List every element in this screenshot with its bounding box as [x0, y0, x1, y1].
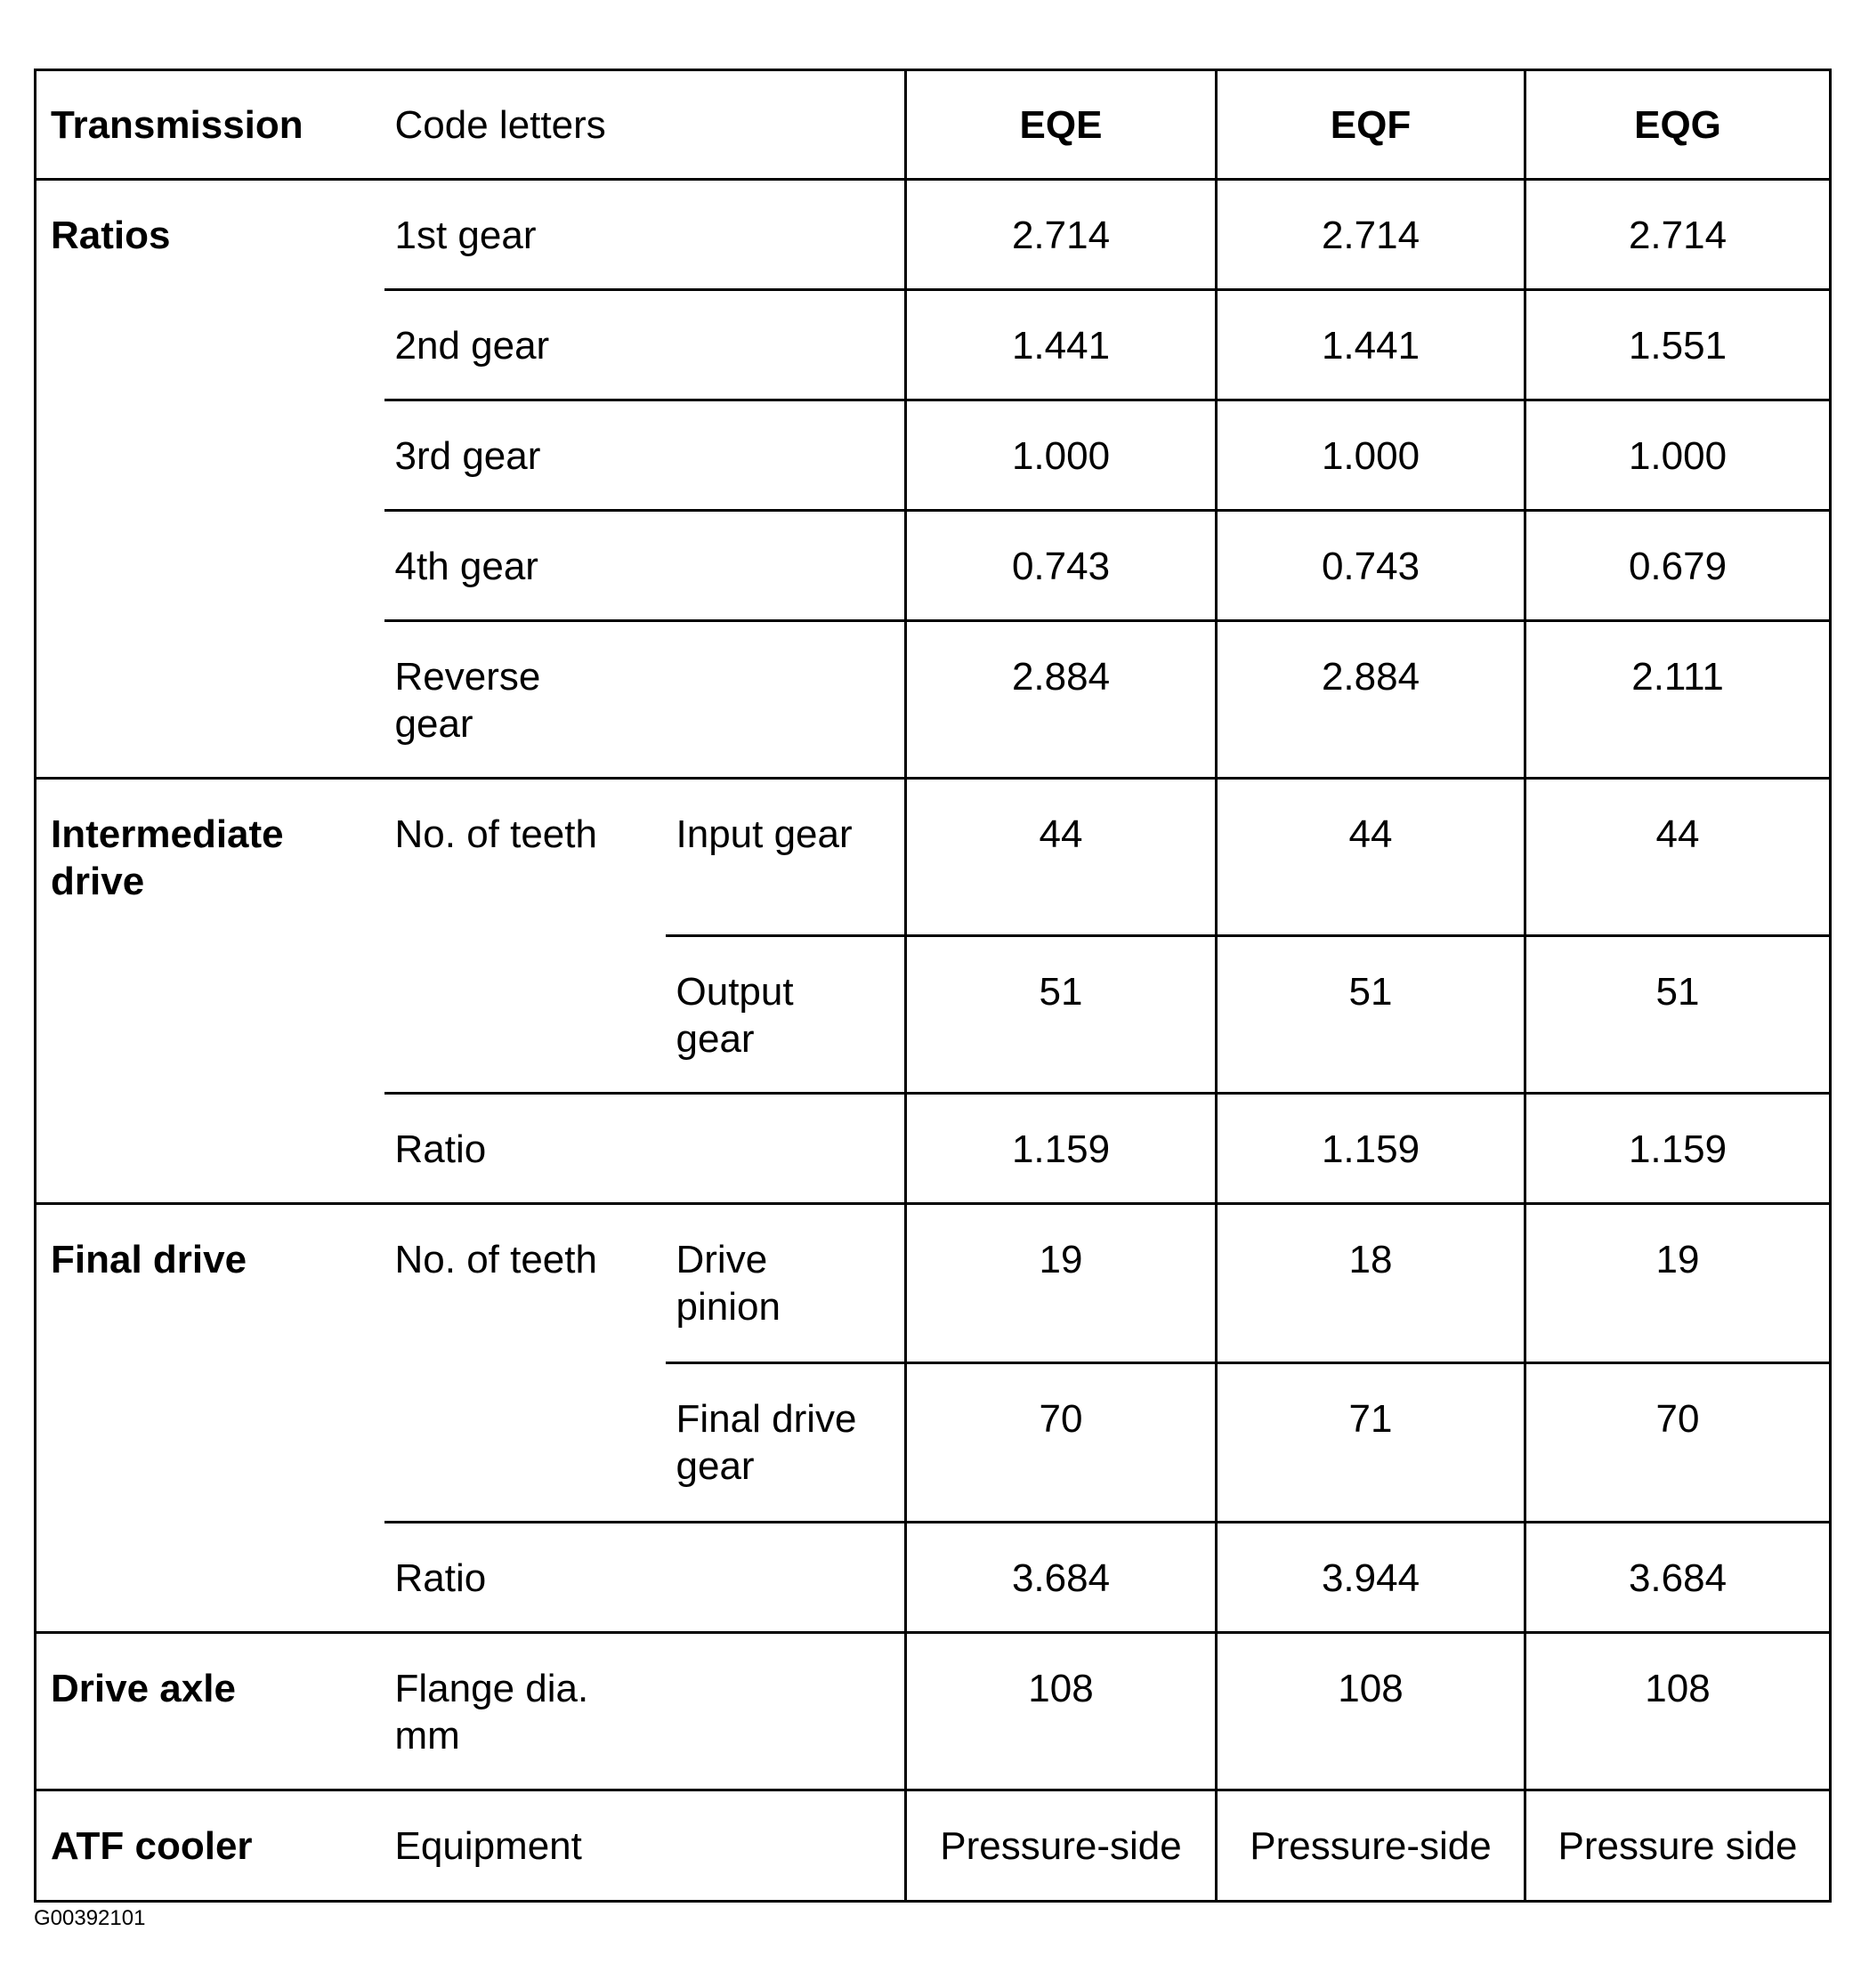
figure-id: G00392101	[34, 1906, 146, 1930]
cell-eqf: 44	[1217, 779, 1525, 936]
cell-eqe: 0.743	[906, 511, 1217, 621]
table-row	[36, 180, 1831, 290]
cell-eqe: 108	[906, 1633, 1217, 1790]
cell-eqg: 2.714	[1525, 180, 1831, 290]
row-label: Final drive gear	[676, 1397, 857, 1488]
row-label: Reverse gear	[394, 655, 541, 746]
cell-eqe: 44	[906, 779, 1217, 936]
cell-eqg: 51	[1525, 936, 1831, 1094]
cell-eqf: 1.000	[1217, 400, 1525, 511]
row-label-cell	[666, 1363, 906, 1523]
row-label: 2nd gear	[384, 290, 906, 400]
cell-eqg: 2.111	[1525, 621, 1831, 779]
cell-eqe: 2.884	[906, 621, 1217, 779]
intermediate-group-cell	[36, 779, 384, 1204]
cell-eqg: 108	[1525, 1633, 1831, 1790]
cell-eqg: 70	[1525, 1363, 1831, 1523]
table-row	[36, 1204, 1831, 1363]
cell-eqe: 2.714	[906, 180, 1217, 290]
transmission-header: Transmission	[36, 70, 384, 180]
cell-eqe: Pressure-side	[906, 1790, 1217, 1902]
cell-eqf: 3.944	[1217, 1523, 1525, 1633]
cell-eqe: 1.000	[906, 400, 1217, 511]
cell-eqg: 1.159	[1525, 1094, 1831, 1204]
cell-eqe: 1.441	[906, 290, 1217, 400]
cell-eqf: Pressure-side	[1217, 1790, 1525, 1902]
row-label: Flange dia. mm	[394, 1667, 589, 1758]
code-eqe-header: EQE	[906, 70, 1217, 180]
cell-eqe: 19	[906, 1204, 1217, 1363]
row-label: 3rd gear	[384, 400, 906, 511]
cell-eqg: 19	[1525, 1204, 1831, 1363]
row-label: 1st gear	[384, 180, 906, 290]
cell-eqf: 108	[1217, 1633, 1525, 1790]
row-label: 4th gear	[384, 511, 906, 621]
transmission-spec-table	[34, 69, 1832, 1903]
atf-cooler-group-label: ATF cooler	[36, 1790, 384, 1902]
drive-axle-group-label: Drive axle	[36, 1633, 384, 1790]
cell-eqg: 1.551	[1525, 290, 1831, 400]
intermediate-drive-group-label: Intermediate drive	[51, 812, 284, 903]
row-label: Ratio	[384, 1094, 906, 1204]
cell-eqf: 2.714	[1217, 180, 1525, 290]
cell-eqg: 3.684	[1525, 1523, 1831, 1633]
row-label: Input gear	[666, 779, 906, 936]
cell-eqg: Pressure side	[1525, 1790, 1831, 1902]
row-label-cell	[666, 936, 906, 1094]
cell-eqe: 1.159	[906, 1094, 1217, 1204]
cell-eqe: 70	[906, 1363, 1217, 1523]
cell-eqg: 1.000	[1525, 400, 1831, 511]
cell-eqe: 3.684	[906, 1523, 1217, 1633]
teeth-label: No. of teeth	[384, 1204, 666, 1523]
row-label: Output gear	[676, 970, 794, 1061]
cell-eqf: 51	[1217, 936, 1525, 1094]
header-row	[36, 70, 1831, 180]
teeth-label: No. of teeth	[384, 779, 666, 1094]
cell-eqg: 44	[1525, 779, 1831, 936]
cell-eqf: 0.743	[1217, 511, 1525, 621]
row-label: Equipment	[384, 1790, 906, 1902]
cell-eqf: 1.159	[1217, 1094, 1525, 1204]
row-label: Ratio	[384, 1523, 906, 1633]
row-label-cell	[384, 621, 906, 779]
table-row	[36, 779, 1831, 936]
row-label-cell	[384, 1633, 906, 1790]
cell-eqf: 2.884	[1217, 621, 1525, 779]
row-label: Drive pinion	[676, 1238, 781, 1329]
cell-eqf: 18	[1217, 1204, 1525, 1363]
code-eqg-header: EQG	[1525, 70, 1831, 180]
cell-eqf: 71	[1217, 1363, 1525, 1523]
code-letters-header: Code letters	[384, 70, 906, 180]
cell-eqg: 0.679	[1525, 511, 1831, 621]
ratios-group-label: Ratios	[36, 180, 384, 779]
final-drive-group-label: Final drive	[36, 1204, 384, 1633]
row-label-cell	[666, 1204, 906, 1363]
cell-eqe: 51	[906, 936, 1217, 1094]
table-row	[36, 1633, 1831, 1790]
table-row	[36, 1790, 1831, 1902]
cell-eqf: 1.441	[1217, 290, 1525, 400]
code-eqf-header: EQF	[1217, 70, 1525, 180]
